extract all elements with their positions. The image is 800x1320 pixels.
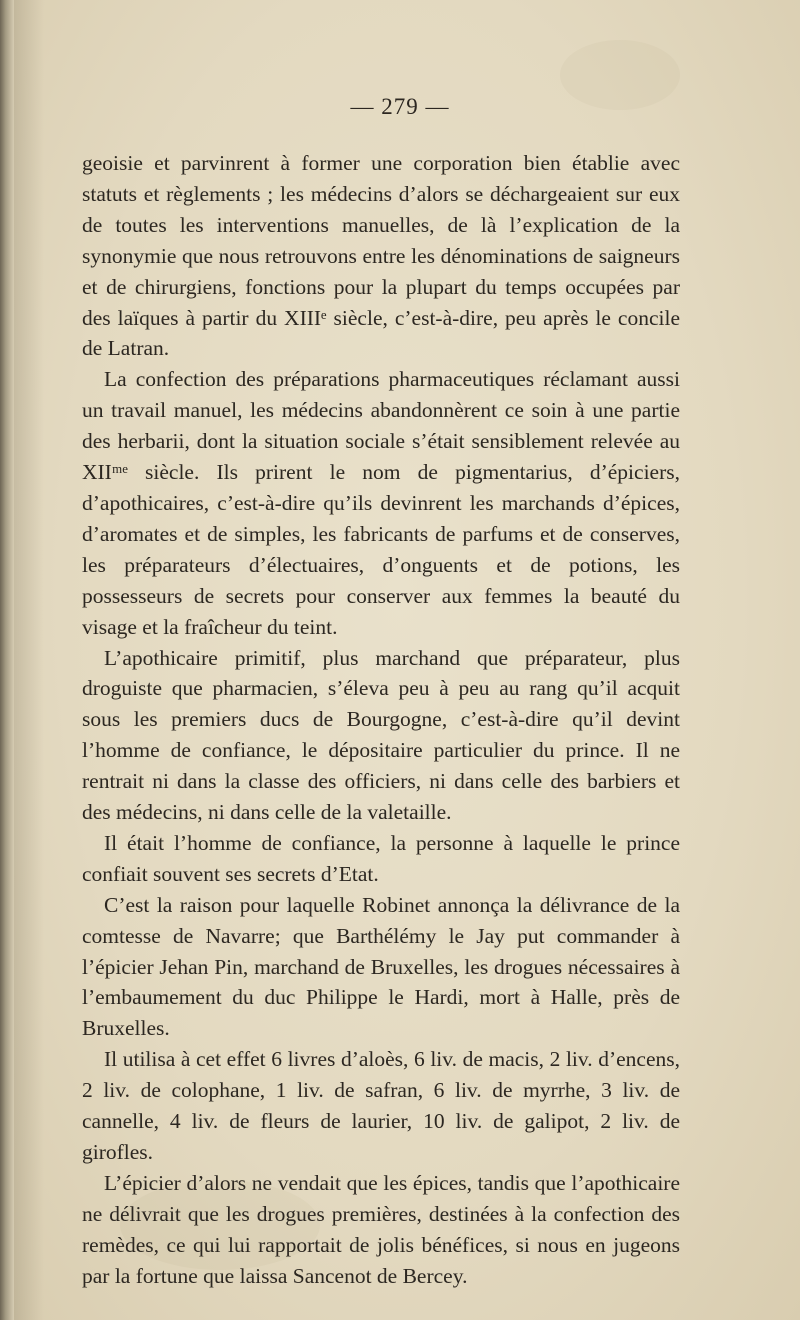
page-number: — 279 — [350, 94, 450, 119]
paragraph: La confection des préparations pharmaceutiques réclamant aussi un travail manuel, les médecins abandonnèrent ce soin à une partie des herbarii, dont la situation sociale s’était sensiblement relevée au XIIᵐᵉ siècle. Ils prirent le nom de pigmentarius, d’épiciers, d’apothicaires, c’est-à-dire qu’ils devinrent les marchands d’épices, d’aromates et de simples, les fabricants de parfums et de conserves, les préparateurs d’électuaires, d’onguents et de potions, les possesseurs de secrets pour conserver aux femmes la beauté du visage et la fraîcheur du teint. [82, 367, 680, 639]
paragraph: Il utilisa à cet effet 6 livres d’aloès, 6 liv. de macis, 2 liv. d’encens, 2 liv. de colophane, 1 liv. de safran, 6 liv. de myrrhe, 3 liv. de cannelle, 4 liv. de fleurs de laurier, 10 liv. de galipot, 2 liv. de girofles. [82, 1047, 680, 1164]
paragraph: C’est la raison pour laquelle Robinet annonça la délivrance de la comtesse de Navarre; que Barthélémy le Jay put commander à l’épicier Jehan Pin, marchand de Bruxelles, les drogues nécessaires à l’embaumement du duc Philippe le Hardi, mort à Halle, près de Bruxelles. [82, 892, 680, 1041]
page-gutter-shadow [14, 0, 44, 1320]
body-text [82, 148, 680, 1292]
paragraph: Il était l’homme de confiance, la personne à laquelle le prince confiait souvent ses secrets d’Etat. [82, 830, 680, 886]
paragraph: L’épicier d’alors ne vendait que les épices, tandis que l’apothicaire ne délivrait que les drogues premières, destinées à la confection des remèdes, ce qui lui rapportait de jolis bénéfices, si nous en jugeons par la fortune que laissa Sancenot de Bercey. [82, 1170, 680, 1288]
paragraph: L’apothicaire primitif, plus marchand que préparateur, plus droguiste que pharmacien, s’éleva peu à peu au rang qu’il acquit sous les premiers ducs de Bourgogne, c’est-à-dire qu’il devint l’homme de confiance, le dépositaire particulier du prince. Il ne rentrait ni dans la classe des officiers, ni dans celle des barbiers et des médecins, ni dans celle de la valetaille. [82, 645, 680, 825]
page-binding-edge [0, 0, 14, 1320]
paragraph: geoisie et parvinrent à former une corporation bien établie avec statuts et règlements ; les médecins d’alors se déchargeaient sur eux de toutes les interventions manuelles, de là l’explication de la synonymie que nous retrouvons entre les dénominations de saigneurs et de chirurgiens, fonctions pour la plupart du temps occupées par des laïques à partir du XIIIᵉ siècle, c’est-à-dire, peu après le concile de Latran. [82, 151, 680, 361]
